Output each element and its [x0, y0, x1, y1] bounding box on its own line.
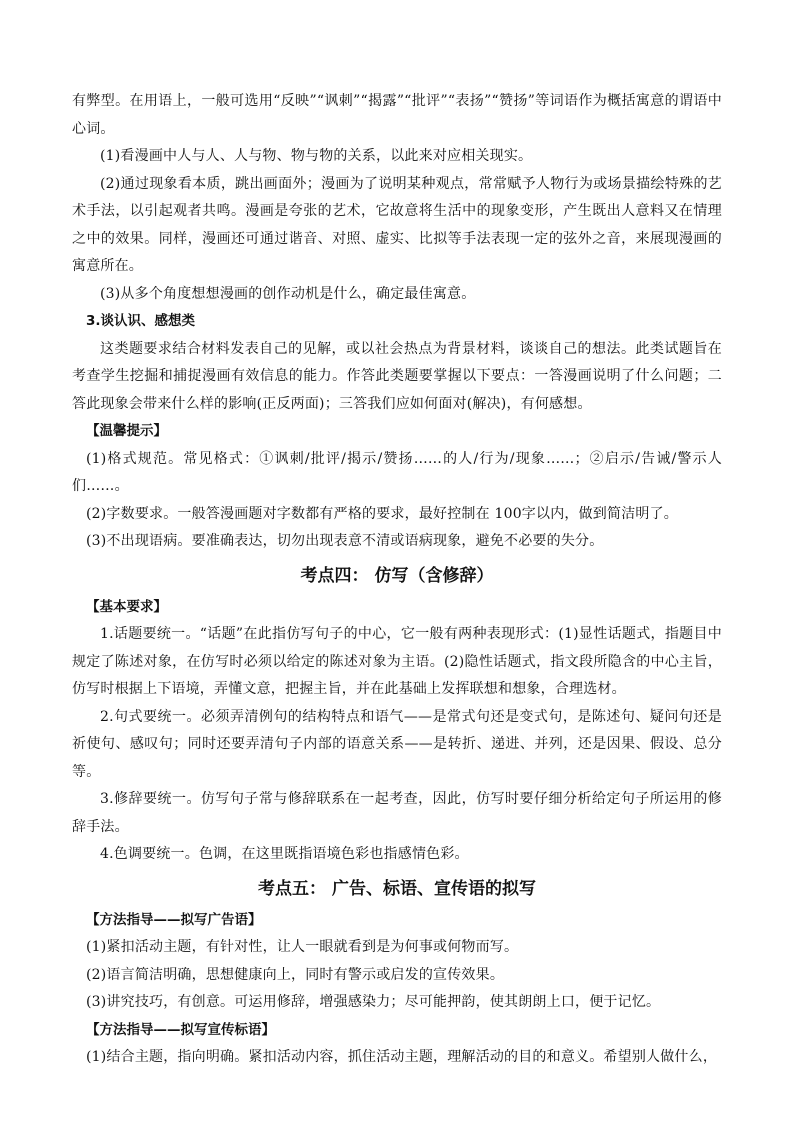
- section-3-heading: 3.谈认识、感想类: [86, 313, 196, 329]
- warm-tip-2: (2)字数要求。一般答漫画题对字数都有严格的要求，最好控制在 100字以内，做到简洁明了。: [86, 505, 679, 522]
- document-content: [72, 88, 722, 1072]
- slogan-method-heading: 【方法指导——拟写宣传标语】: [86, 1021, 275, 1038]
- paragraph-tip-1: (1)看漫画中人与人、人与物、物与物的关系，以此来对应相关现实。: [100, 148, 533, 164]
- ad-method-heading: 【方法指导——拟写广告语】: [86, 911, 262, 928]
- paragraph-tip-3: (3)从多个角度想想漫画的创作动机是什么，确定最佳寓意。: [100, 285, 476, 302]
- basic-requirement-3: 3.修辞要统一。仿写句子常与修辞联系在一起考查，因此，仿写时要仔细分析给定句子所运用的修辞手法。: [72, 791, 722, 835]
- kp4-heading: 考点四： 仿写（含修辞）: [300, 565, 494, 586]
- warm-tip-heading: 【温馨提示】: [86, 423, 167, 439]
- paragraph-tip-2: (2)通过现象看本质，跳出画面外；漫画为了说明某种观点，常常赋予人物行为或场景描绘特殊的艺术手法，以引起观者共鸣。漫画是夸张的艺术，它故意将生活中的现象变形，产生既出人意料又在情理之中的效果。同样，漫画还可通过谐音、对照、虚实、比拟等手法表现一定的弦外之音，来展现漫画的寓意所在。: [72, 175, 722, 274]
- ad-method-1: (1)紧扣活动主题，有针对性，让人一眼就看到是为何事或何物而写。: [86, 939, 519, 955]
- paragraph-intro: 有弊型。在用语上，一般可选用“反映”“讽刺”“揭露”“批评”“表扬”“赞扬”等词语作为概括寓意的谓语中心词。: [72, 93, 722, 137]
- ad-method-3: (3)讲究技巧，有创意。可运用修辞，增强感染力；尽可能押韵，使其朗朗上口，便于记忆。: [86, 994, 661, 1010]
- slogan-method-1: (1)结合主题，指向明确。紧扣活动内容，抓住活动主题，理解活动的目的和意义。希望别人做什么，: [86, 1049, 718, 1065]
- basic-requirement-4: 4.色调要统一。色调，在这里既指语境色彩也指感情色彩。: [100, 846, 469, 862]
- ad-method-2: (2)语言简洁明确，思想健康向上，同时有警示或启发的宣传效果。: [86, 966, 505, 983]
- basic-requirement-2: 2.句式要统一。必须弄清例句的结构特点和语气——是常式句还是变式句，是陈述句、疑问句还是祈使句、感叹句；同时还要弄清句子内部的语意关系——是转折、递进、并列，还是因果、假设、总分等。: [72, 708, 722, 780]
- section-3-body: 这类题要求结合材料发表自己的见解，或以社会热点为背景材料，谈谈自己的想法。此类试题旨在考查学生挖掘和捕捉漫画有效信息的能力。作答此类题要掌握以下要点：一答漫画说明了什么问题；二答此现象会带来什么样的影响(正反两面)；三答我们应如何面对(解决)，有何感想。: [72, 340, 722, 412]
- basic-requirements-heading: 【基本要求】: [86, 598, 167, 615]
- basic-requirement-1: 1.话题要统一。“话题”在此指仿写句子的中心，它一般有两种表现形式：(1)显性话题式，指题目中规定了陈述对象，在仿写时必须以给定的陈述对象为主语。(2)隐性话题式，指文段所隐含的中心主旨，仿写时根据上下语境，弄懂文意，把握主旨，并在此基础上发挥联想和想象，合理选材。: [72, 626, 722, 697]
- warm-tip-3: (3)不出现语病。要准确表达，切勿出现表意不清或语病现象，避免不必要的失分。: [86, 533, 604, 549]
- warm-tip-1: (1)格式规范。常见格式：①讽刺/批评/揭示/赞扬……的人/行为/现象……；②启示/告诫/警示人们……。: [72, 450, 722, 494]
- kp5-heading: 考点五： 广告、标语、宣传语的拟写: [258, 878, 536, 899]
